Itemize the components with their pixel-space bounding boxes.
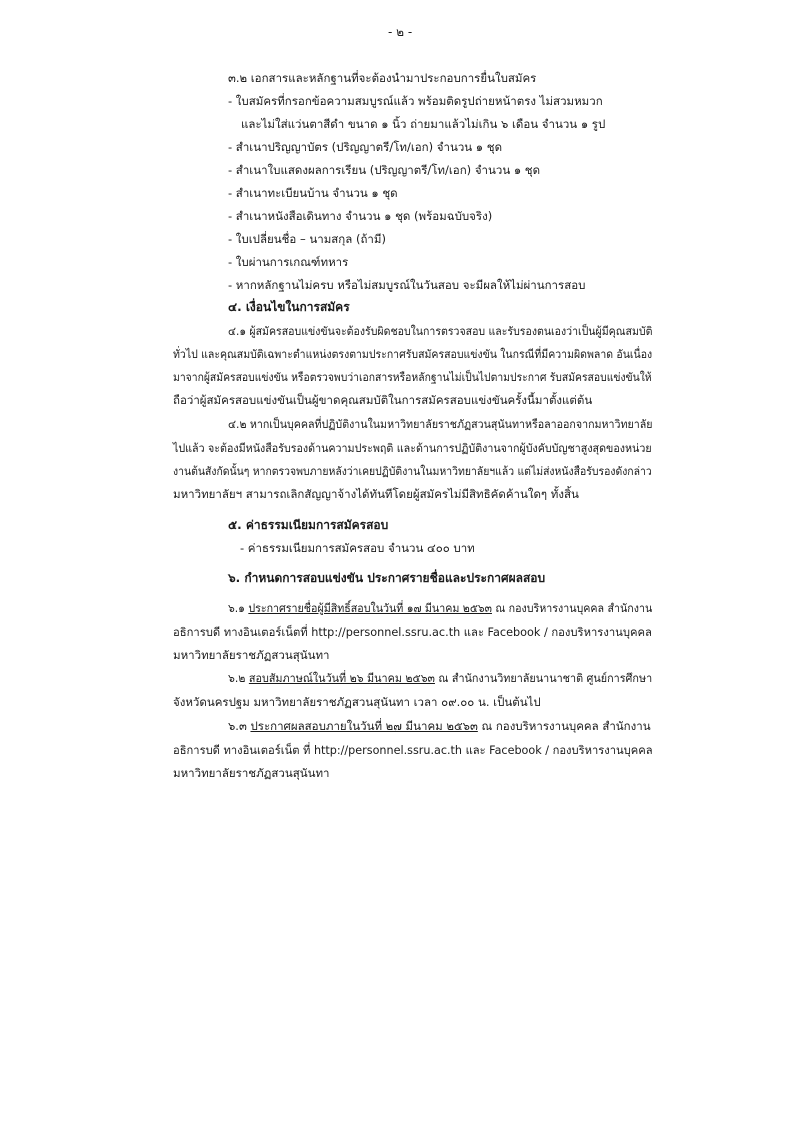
paragraph-line: จังหวัดนครปฐม มหาวิทยาลัยราชภัฏสวนสุนันทา เวลา ๐๙.๐๐ น. เป็นต้นไป (173, 695, 541, 709)
paragraph-line: มหาวิทยาลัยราชภัฏสวนสุนันทา (173, 766, 330, 780)
location-text: ณ กองบริหารงานบุคคล สำนักงาน (477, 719, 651, 733)
item-number: ๖.๒ (228, 671, 249, 685)
list-item: - สำเนาใบแสดงผลการเรียน (ปริญญาตรี/โท/เอก) จำนวน ๑ ชุด (228, 163, 541, 177)
section-3-2-heading: ๓.๒ เอกสารและหลักฐานที่จะต้องนำมาประกอบการยื่นใบสมัคร (228, 71, 537, 85)
paragraph-line: มหาวิทยาลัยฯ สามารถเลิกสัญญาจ้างได้ทันทีโดยผู้สมัครไม่มีสิทธิคัดค้านใดๆ ทั้งสิ้น (173, 487, 579, 501)
location-text: ณ สำนักงานวิทยาลัยนานาชาติ ศูนย์การศึกษา (434, 671, 653, 685)
paragraph-line (228, 600, 652, 616)
section-5-heading: ๕. ค่าธรรมเนียมการสมัครสอบ (228, 518, 389, 532)
section-4-heading: ๔. เงื่อนไขในการสมัคร (228, 300, 350, 314)
location-text: ณ กองบริหารงานบุคคล สำนักงาน (491, 601, 653, 615)
paragraph-line (228, 718, 651, 734)
paragraph-line: มาจากผู้สมัครสอบแข่งขัน หรือตรวจพบว่าเอกสารหรือหลักฐานไม่เป็นไปตามประกาศ รับสมัครสอบแข่งขันให้ (173, 370, 652, 384)
list-item: - สำเนาหนังสือเดินทาง จำนวน ๑ ชุด (พร้อมฉบับจริง) (228, 209, 493, 223)
item-number: ๖.๑ (228, 601, 249, 615)
paragraph-line: ๔.๑ ผู้สมัครสอบแข่งขันจะต้องรับผิดชอบในการตรวจสอบ และรับรองตนเองว่าเป็นผู้มีคุณสมบัติ (228, 324, 653, 338)
paragraph-line: อธิการบดี ทางอินเตอร์เน็ต ที่ http://personnel.ssru.ac.th และ Facebook / กองบริหารงานบุคคล (173, 743, 653, 757)
page-number: - ๒ - (388, 25, 413, 39)
result-date: ประกาศผลสอบภายในวันที่ ๒๗ มีนาคม ๒๕๖๓ (250, 719, 478, 733)
paragraph-line: งานต้นสังกัดนั้นๆ หากตรวจพบภายหลังว่าเคยปฏิบัติงานในมหาวิทยาลัยฯแล้ว แต่ไม่ส่งหนังสือรับรองดังกล่าว (173, 464, 652, 478)
interview-date: สอบสัมภาษณ์ในวันที่ ๒๖ มีนาคม ๒๕๖๓ (248, 671, 435, 685)
paragraph-line: ไปแล้ว จะต้องมีหนังสือรับรองด้านความประพฤติ และด้านการปฏิบัติงานจากผู้บังคับบัญชาสูงสุดของหน่วย (173, 441, 652, 455)
list-item: - หากหลักฐานไม่ครบ หรือไม่สมบูรณ์ในวันสอบ จะมีผลให้ไม่ผ่านการสอบ (228, 278, 586, 292)
paragraph-line: ๔.๒ หากเป็นบุคคลที่ปฏิบัติงานในมหาวิทยาลัยราชภัฏสวนสุนันทาหรือลาออกจากมหาวิทยาลัย (228, 417, 653, 431)
list-item: - ใบสมัครที่กรอกข้อความสมบูรณ์แล้ว พร้อมติดรูปถ่ายหน้าตรง ไม่สวมหมวก (228, 94, 603, 108)
list-item: และไม่ใส่แว่นตาสีดำ ขนาด ๑ นิ้ว ถ่ายมาแล้วไม่เกิน ๖ เดือน จำนวน ๑ รูป (241, 117, 606, 131)
announcement-date: ประกาศรายชื่อผู้มีสิทธิ์สอบในวันที่ ๑๗ มีนาคม ๒๕๖๓ (248, 601, 492, 615)
paragraph-line (228, 670, 652, 686)
list-item: - สำเนาทะเบียนบ้าน จำนวน ๑ ชุด (228, 186, 398, 200)
paragraph-line: อธิการบดี ทางอินเตอร์เน็ตที่ http://personnel.ssru.ac.th และ Facebook / กองบริหารงานบุคคล (173, 625, 652, 639)
list-item: - ใบผ่านการเกณฑ์ทหาร (228, 255, 349, 269)
list-item: - ใบเปลี่ยนชื่อ – นามสกุล (ถ้ามี) (228, 232, 386, 246)
paragraph-line: ทั่วไป และคุณสมบัติเฉพาะตำแหน่งตรงตามประกาศรับสมัครสอบแข่งขัน ในกรณีที่มีความผิดพลาด อันเนื่อง (173, 347, 653, 361)
list-item: - สำเนาปริญญาบัตร (ปริญญาตรี/โท/เอก) จำนวน ๑ ชุด (228, 140, 503, 154)
list-item: - ค่าธรรมเนียมการสมัครสอบ จำนวน ๔๐๐ บาท (240, 541, 475, 555)
item-number: ๖.๓ (228, 719, 251, 733)
paragraph-line: ถือว่าผู้สมัครสอบแข่งขันเป็นผู้ขาดคุณสมบัติในการสมัครสอบแข่งขันครั้งนี้มาตั้งแต่ต้น (173, 393, 593, 407)
section-6-heading: ๖. กำหนดการสอบแข่งขัน ประกาศรายชื่อและประกาศผลสอบ (228, 571, 546, 585)
paragraph-line: มหาวิทยาลัยราชภัฏสวนสุนันทา (173, 648, 330, 662)
